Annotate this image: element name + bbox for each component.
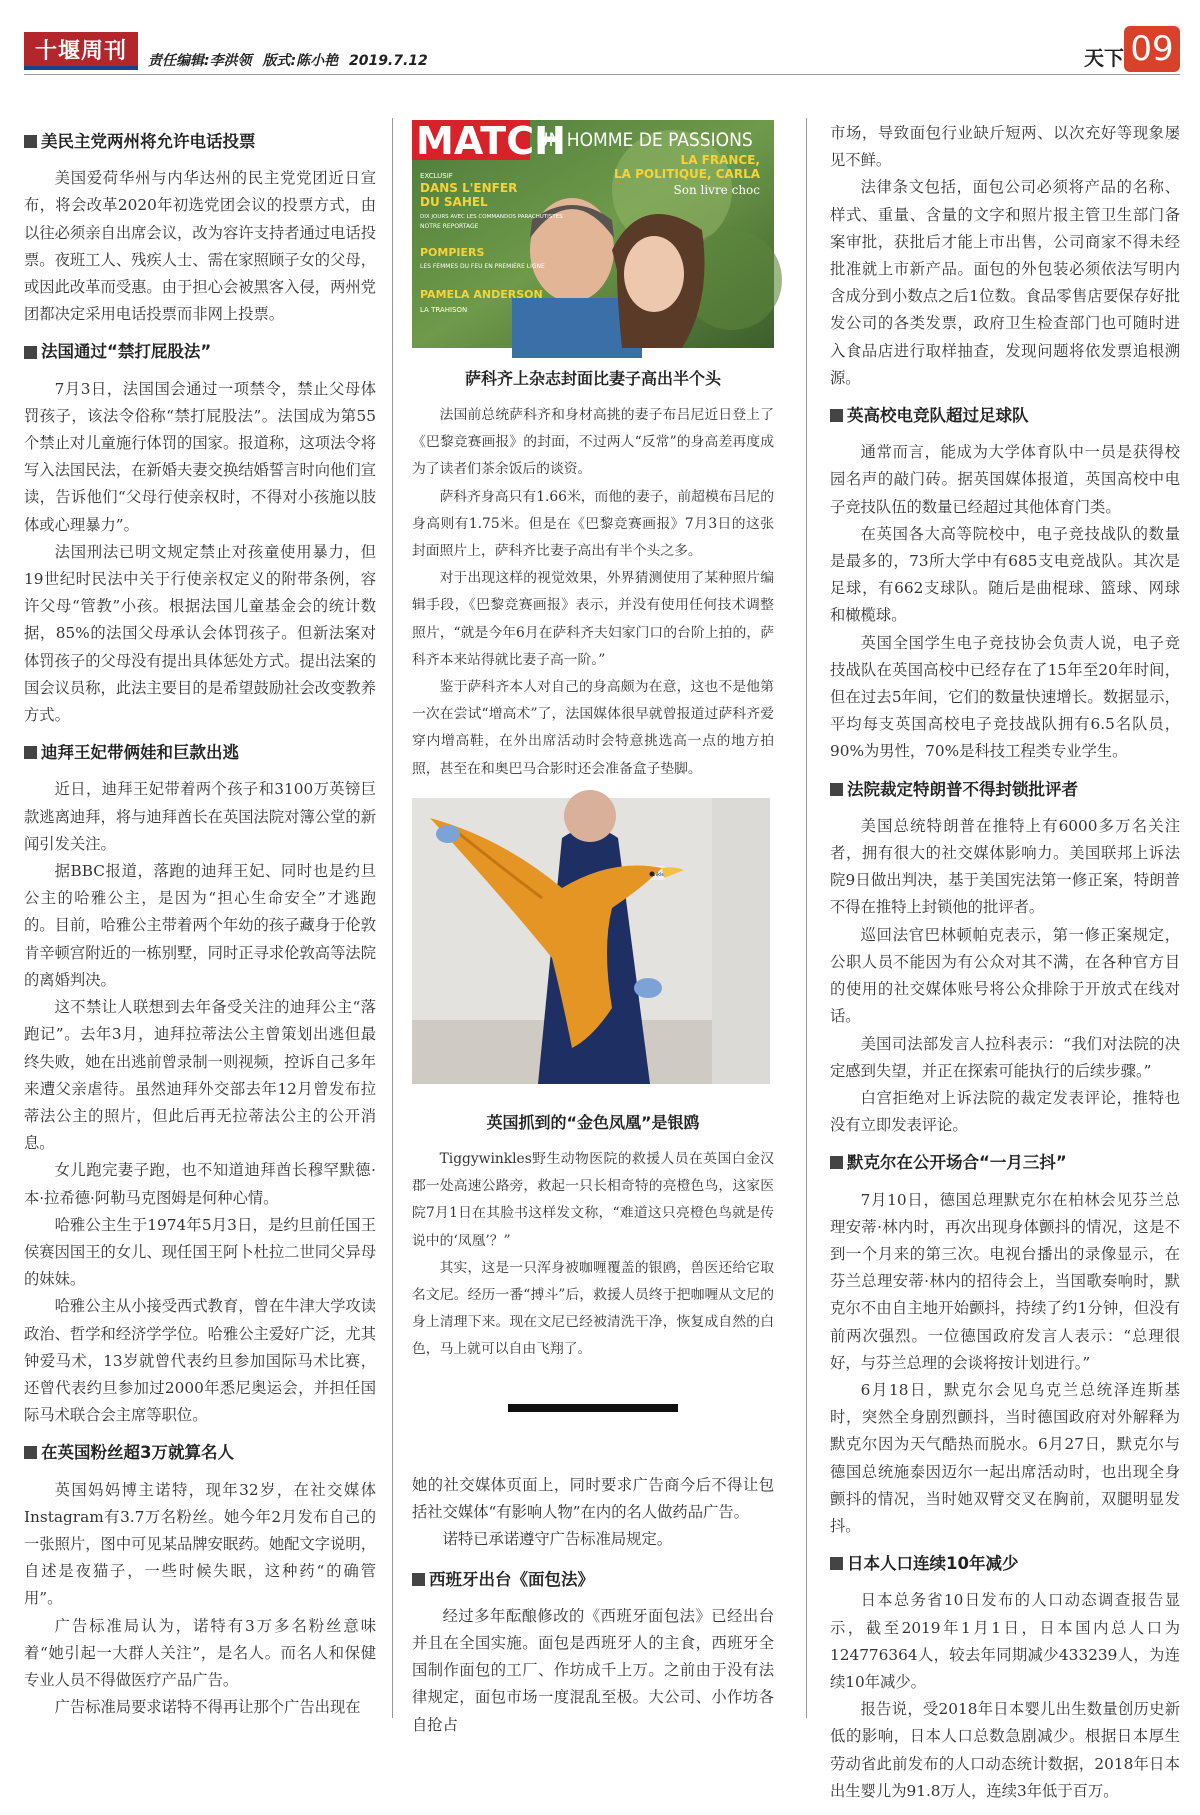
bullet-square-icon bbox=[412, 1573, 425, 1586]
newspaper-logo: 十堰周刊 bbox=[24, 32, 138, 66]
article-headline: 在英国粉丝超3万就算名人 bbox=[24, 1439, 376, 1466]
article-paragraph: 在英国各大高等院校中，电子竞技战队的数量是最多的，73所大学中有685支电竞战队。其次是足球，有662支球队。随后是曲棍球、篮球、网球和橄榄球。 bbox=[830, 524, 1180, 625]
article-paragraph: 这不禁让人联想到去年备受关注的迪拜公主“落跑记”。去年3月，迪拜拉蒂法公主曾策划出逃但最终失败，她在出逃前曾录制一则视频，控诉自己多年来遭父亲虐待。虽然迪拜外交部去年12月曾发布拉蒂法公主的照片，但此后再无拉蒂法公主的公开消息。 bbox=[24, 998, 376, 1153]
article-headline: 英高校电竞队超过足球队 bbox=[830, 402, 1180, 429]
article-paragraph: 哈雅公主生于1974年5月3日，是约旦前任国王侯赛因国王的女儿、现任国王阿卜杜拉二世同父异母的妹妹。 bbox=[24, 1215, 376, 1289]
article-paragraph: 广告标准局要求诺特不得再让那个广告出现在 bbox=[54, 1698, 361, 1717]
section-label: 天下 bbox=[1084, 46, 1124, 70]
left-column bbox=[24, 120, 376, 1731]
photo-story bbox=[412, 402, 774, 783]
article-paragraph: 白宫拒绝对上诉法院的裁定发表评论，推特也没有立即发表评论。 bbox=[830, 1088, 1180, 1135]
article bbox=[830, 776, 1180, 1140]
article-paragraph: 广告标准局认为，诺特有3万多名粉丝意味着“她引起一大群人关注”，是名人。而名人和保健专业人员不得做医疗产品广告。 bbox=[24, 1616, 376, 1689]
page-number-badge: 09 bbox=[1124, 26, 1180, 72]
editor-name: 责任编辑:李洪领 bbox=[148, 53, 252, 69]
photo-story bbox=[412, 1146, 774, 1364]
bullet-square-icon bbox=[24, 135, 37, 148]
seagull-photo bbox=[412, 798, 770, 1084]
bullet-square-icon bbox=[830, 1557, 843, 1570]
article-headline: 法院裁定特朗普不得封锁批评者 bbox=[830, 776, 1180, 803]
article bbox=[830, 1149, 1180, 1540]
article bbox=[830, 120, 1180, 392]
photo-caption: 萨科齐上杂志封面比妻子高出半个头 bbox=[464, 369, 721, 388]
article-paragraph: 萨科齐身高只有1.66米，而他的妻子，前超模布吕尼的身高则有1.75米。但是在《巴黎竞赛画报》7月3日的这张封面照片上，萨科齐比妻子高出有半个头之多。 bbox=[412, 488, 774, 560]
cover-side-2: DU SAHEL bbox=[420, 195, 488, 209]
article-paragraph: 美国司法部发言人拉科表示：“我们对法院的决定感到失望，并正在探索可能执行的后续步骤。” bbox=[830, 1034, 1180, 1080]
article-paragraph: 她的社交媒体页面上，同时要求广告商今后不得让包括社交媒体“有影响人物”在内的名人做药品广告。 bbox=[412, 1476, 774, 1522]
cover-side-exclusif: EXCLUSIF bbox=[420, 172, 453, 180]
article-paragraph: 经过多年酝酿修改的《西班牙面包法》已经出台并且在全国实施。面包是西班牙人的主食，西班牙全国制作面包的工厂、作坊成千上万。之前由于没有法律规定，面包市场一度混乱至极。大公司、小作坊各自抢占 bbox=[412, 1606, 774, 1734]
bullet-square-icon bbox=[24, 746, 37, 759]
article-headline: 迪拜王妃带俩娃和巨款出逃 bbox=[24, 739, 376, 766]
cover-side-4: NOTRE REPORTAGE bbox=[420, 223, 479, 230]
article-paragraph: 7月3日，法国国会通过一项禁令，禁止父母体罚孩子，该法令俗称“禁打屁股法”。法国成为第55个禁止对儿童施行体罚的国家。报道称，这项法令将写入法国民法，在新婚夫妻交换结婚誓言时向他们宣读，告诉他们“父母行使亲权时，不得对小孩施以肢体或心理暴力”。 bbox=[24, 379, 376, 534]
article-headline: 默克尔在公开场合“一月三抖” bbox=[830, 1149, 1180, 1176]
cover-sub1: LA FRANCE, bbox=[680, 153, 760, 167]
column-divider bbox=[806, 118, 807, 1718]
article-paragraph: 鉴于萨科齐本人对自己的身高颇为在意，这也不是他第一次在尝试“增高术”了，法国媒体很早就曾报道过萨科齐爱穿内增高鞋，在外出席活动时会特意挑选高一点的地方拍照，甚至在和奥巴马合影时还会准备盒子垫脚。 bbox=[412, 679, 774, 777]
article-headline: 日本人口连续10年减少 bbox=[830, 1550, 1180, 1577]
article-paragraph: 6月18日，默克尔会见乌克兰总统泽连斯基时，突然全身剧烈颤抖，当时德国政府对外解释为默克尔因为天气酷热而脱水。6月27日，默克尔与德国总统施泰因迈尔一起出席活动时，也出现全身颤抖的情况，当时她双臂交叉在胸前，双腿明显发抖。 bbox=[830, 1380, 1180, 1535]
article bbox=[24, 338, 376, 729]
header-rule bbox=[24, 74, 1180, 75]
article-paragraph: 对于出现这样的视觉效果，外界猜测使用了某种照片编辑手段，《巴黎竞赛画报》表示，并没有使用任何技术调整照片，“就是今年6月在萨科齐夫妇家门口的台阶上拍的，萨科齐本来站得就比妻子高一阶。” bbox=[412, 570, 774, 668]
magazine-cover-photo bbox=[412, 120, 774, 348]
cover-side-8: LA TRAHISON bbox=[420, 306, 468, 314]
article bbox=[24, 1439, 376, 1721]
article-paragraph: 英国妈妈博主诺特，现年32岁，在社交媒体Instagram有3.7万名粉丝。她今年2月发布自己的一张照片，图中可见某品牌安眠药。她配文字说明，自述是夜猫子，一些时候失眠，这种药“的确管用”。 bbox=[24, 1480, 376, 1608]
issue-date: 2019.7.12 bbox=[348, 53, 428, 69]
column-divider bbox=[392, 118, 393, 1718]
article-paragraph: Tiggywinkles野生动物医院的救援人员在英国白金汉郡一处高速公路旁，救起一只长相奇特的亮橙色鸟，这家医院7月1日在其脸书这样发文称，“难道这只亮橙色鸟就是传说中的‘凤凰’？” bbox=[412, 1151, 774, 1249]
article-paragraph: 女儿跑完妻子跑，也不知道迪拜酋长穆罕默德·本·拉希德·阿勒马克图姆是何种心情。 bbox=[24, 1161, 376, 1207]
bullet-square-icon bbox=[24, 1446, 37, 1459]
article-paragraph: 法国前总统萨科齐和身材高挑的妻子布吕尼近日登上了《巴黎竞赛画报》的封面，不过两人“反常”的身高差再度成为了读者们茶余饭后的谈资。 bbox=[412, 407, 774, 478]
article-paragraph: 通常而言，能成为大学体育队中一员是获得校园名声的敲门砖。据英国媒体报道，英国高校中电子竞技队伍的数量已经超过其他体育门类。 bbox=[830, 443, 1180, 516]
article-paragraph: 7月10日，德国总理默克尔在柏林会见芬兰总理安蒂·林内时，再次出现身体颤抖的情况，这是不到一个月来的第三次。电视台播出的录像显示，在芬兰总理安蒂·林内的招待会上，当国歌奏响时，默克尔不由自主地开始颤抖，持续了约1分钟，但没有前两次强烈。一位德国政府发言人表示：“总理很好，与芬兰总理的会谈将按计划进行。” bbox=[830, 1190, 1180, 1372]
cover-masthead: MATCH bbox=[416, 119, 566, 163]
section-divider bbox=[508, 1404, 678, 1412]
cover-sub2: LA POLITIQUE, CARLA bbox=[613, 167, 760, 181]
page-header bbox=[0, 0, 1200, 96]
cover-side-6: LES FEMMES DU FEU EN PREMIÈRE LIGNE bbox=[420, 263, 545, 270]
magazine-cover-illustration bbox=[412, 120, 774, 348]
article bbox=[830, 1550, 1180, 1805]
article-paragraph: 近日，迪拜王妃带着两个孩子和3100万英镑巨款逃离迪拜，将与迪拜酋长在英国法院对簿公堂的新闻引发关注。 bbox=[24, 780, 376, 853]
bullet-square-icon bbox=[830, 409, 843, 422]
article-paragraph: 哈雅公主从小接受西式教育，曾在牛津大学攻读政治、哲学和经济学学位。哈雅公主爱好广泛，尤其钟爱马术，13岁就曾代表约旦参加国际马术比赛，还曾代表约旦参加过2000年悉尼奥运会，并担任国际马术联合会主席等职位。 bbox=[24, 1297, 376, 1425]
article-paragraph: 英国全国学生电子竞技协会负责人说，电子竞技战队在英国高校中已经存在了15年至20年时间，但在过去5年间，它们的数量快速增长。数据显示，平均每支英国高校电子竞技战队拥有6.5名队员，90%为男性，70%是科技工程类专业学生。 bbox=[830, 633, 1180, 761]
photo-caption: 英国抓到的“金色凤凰”是银鸥 bbox=[486, 1113, 700, 1132]
layout-name: 版式:陈小艳 bbox=[262, 53, 339, 69]
cover-side-1: DANS L'ENFER bbox=[420, 181, 518, 195]
seagull-illustration bbox=[412, 798, 770, 1084]
article-paragraph: 日本总务省10日发布的人口动态调查报告显示，截至2019年1月1日，日本国内总人口为124776364人，较去年同期减少433239人，为连续10年减少。 bbox=[830, 1591, 1180, 1691]
article-paragraph: 其实，这是一只浑身被咖喱覆盖的银鸥，兽医还给它取名文尼。经历一番“搏斗”后，救援人员终于把咖喱从文尼的身上清理下来。现在文尼已经被清洗干净，恢复成自然的白色，马上就可以自由飞翔了。 bbox=[412, 1259, 774, 1358]
mid-continued-text bbox=[412, 1472, 774, 1739]
article-paragraph: 美国总统特朗普在推特上有6000多万名关注者，拥有很大的社交媒体影响力。美国联邦上诉法院9日做出判决，基于美国宪法第一修正案，特朗普不得在推特上封锁他的批评者。 bbox=[830, 816, 1180, 917]
cover-side-5: POMPIERS bbox=[420, 246, 485, 259]
editor-credits bbox=[148, 50, 434, 70]
article-paragraph: 法国刑法已明文规定禁止对孩童使用暴力，但19世纪时民法中关于行使亲权定义的附带条例，容许父母“管教”小孩。根据法国儿童基金会的统计数据，85%的法国父母承认会体罚孩子。但新法案对体罚孩子的父母没有提出具体惩处方式。提出法案的国会议员称，此法主要目的是希望鼓励社会改变教养方式。 bbox=[24, 542, 376, 725]
cover-side-7: PAMELA ANDERSON bbox=[420, 288, 543, 301]
logo-underline bbox=[24, 66, 138, 70]
article bbox=[830, 402, 1180, 766]
article-paragraph: 法律条文包括，面包公司必须将产品的名称、样式、重量、含量的文字和照片报主管卫生部门备案审批，获批后才能上市出售，公司商家不得未经批准就上市新产品。面包的外包装必须依法写明内含成分到小数点之后1位数。食品零售店要保存好批发公司的各类发票，政府卫生检查部门也可随时进入食品店进行取样抽查，发现问题将依发票追根溯源。 bbox=[830, 178, 1180, 387]
article-paragraph: 诺特已承诺遵守广告标准局规定。 bbox=[442, 1530, 673, 1549]
article-paragraph: 美国爱荷华州与内华达州的民主党党团近日宣布，将会改革2020年初选党团会议的投票方式，由以往必须亲自出席会议，改为容许支持者通过电话投票。夜班工人、残疾人士、需在家照顾子女的父母，或因此改革而受惠。由于担心会被黑客入侵，两州党团都决定采用电话投票而非网上投票。 bbox=[24, 169, 376, 324]
article-paragraph: 市场，导致面包行业缺斤短两、以次充好等现象屡见不鲜。 bbox=[830, 124, 1180, 170]
article bbox=[24, 128, 376, 328]
cover-side-3: DIX JOURS AVEC LES COMMANDOS PARACHUTISTES bbox=[420, 214, 563, 220]
bullet-square-icon bbox=[830, 1156, 843, 1169]
cover-sub3: Son livre choc bbox=[673, 183, 760, 197]
article-paragraph: 报告说，受2018年日本婴儿出生数量创历史新低的影响，日本人口总数急剧减少。根据日本厚生劳动省此前发布的人口动态统计数据，2018年日本出生婴儿为91.8万人，连续3年低于百万。 bbox=[830, 1700, 1180, 1800]
article-headline: 法国通过“禁打屁股法” bbox=[24, 338, 376, 365]
cover-headline: UN HOMME DE PASSIONS bbox=[536, 129, 753, 151]
article-paragraph: 巡回法官巴林顿帕克表示，第一修正案规定，公职人员不能因为有公众对其不满，在各种官方目的使用的社交媒体账号将公众排除于开放式在线对话。 bbox=[830, 925, 1180, 1026]
right-column bbox=[830, 120, 1180, 1815]
article-headline: 美民主党两州将允许电话投票 bbox=[24, 128, 376, 155]
article-headline: 西班牙出台《面包法》 bbox=[412, 1566, 774, 1593]
article bbox=[24, 739, 376, 1429]
bullet-square-icon bbox=[24, 346, 37, 359]
bullet-square-icon bbox=[830, 783, 843, 796]
article-paragraph: 据BBC报道，落跑的迪拜王妃、同时也是约旦公主的哈雅公主，是因为“担心生命安全”才逃跑的。目前，哈雅公主带着两个年幼的孩子藏身于伦敦肯辛顿宫附近的一栋别墅，同时正寻求伦敦高等法院的离婚判决。 bbox=[24, 862, 376, 989]
